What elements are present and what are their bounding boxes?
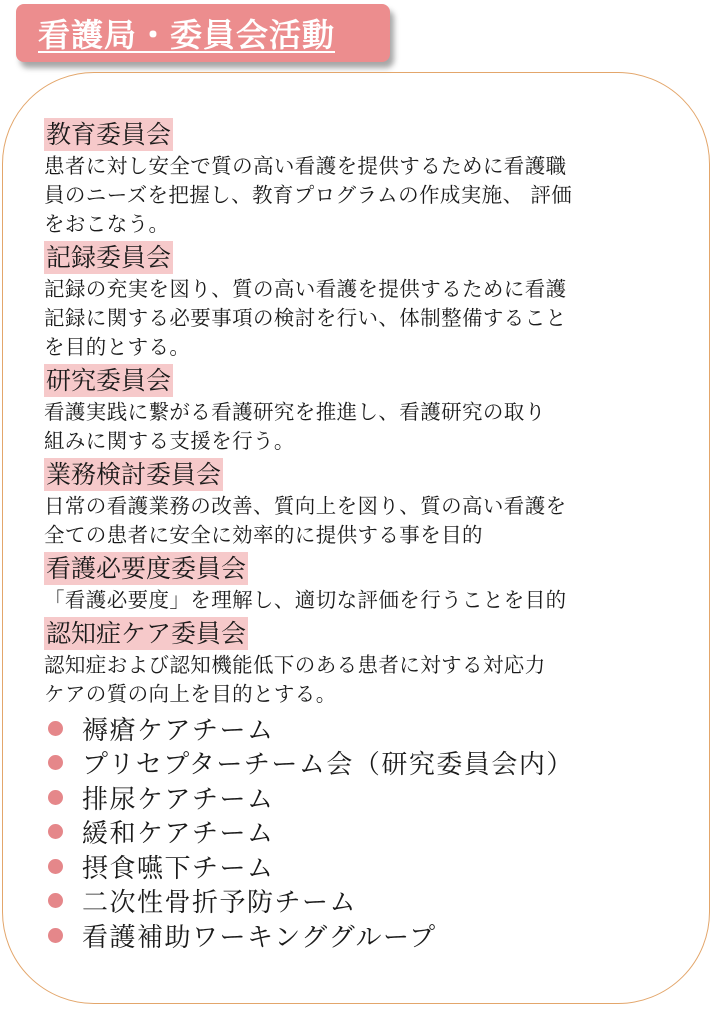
description-line: 患者に対し安全で質の高い看護を提供するために看護職 (44, 154, 567, 178)
committee-name: 認知症ケア委員会 (46, 619, 247, 648)
description-line: 全ての患者に安全に効率的に提供する事を目的 (44, 523, 483, 547)
bullet-dot-icon (48, 755, 63, 770)
team-list (44, 711, 684, 953)
bullet-dot-icon (48, 928, 63, 943)
description-line: 組みに関する支援を行う。 (44, 429, 295, 453)
committee-description (44, 492, 684, 550)
description-line: 「看護必要度」を理解し、適切な評価を行うことを目的 (44, 588, 567, 612)
committee-name: 教育委員会 (46, 120, 172, 149)
team-label: 摂食嚥下チーム (82, 853, 275, 884)
committee-description (44, 651, 684, 709)
list-item (44, 918, 684, 953)
committee-nursing-need (44, 552, 684, 615)
bullet-dot-icon (48, 824, 63, 839)
committee-education (44, 118, 684, 239)
list-item (44, 849, 684, 884)
description-line: 記録の充実を図り、質の高い看護を提供するために看護 (44, 277, 567, 301)
description-line: 認知症および認知機能低下のある患者に対する対応力 (44, 653, 546, 677)
committee-description (44, 586, 684, 615)
committee-records (44, 241, 684, 362)
committee-operations (44, 458, 684, 550)
list-item (44, 884, 684, 919)
list-item (44, 746, 684, 781)
committee-dementia-care (44, 617, 684, 709)
committee-name: 業務検討委員会 (46, 460, 222, 489)
team-label: 褥瘡ケアチーム (82, 715, 275, 746)
description-line: を目的とする。 (44, 335, 191, 359)
committee-name: 看護必要度委員会 (46, 554, 247, 583)
committee-name: 研究委員会 (46, 366, 172, 395)
bullet-dot-icon (48, 859, 63, 874)
description-line: 看護実践に繋がる看護研究を推進し、看護研究の取り (44, 400, 546, 424)
page-title: 看護局・委員会活動 (38, 16, 336, 54)
title-banner (16, 4, 390, 62)
description-line: 記録に関する必要事項の検討を行い、体制整備すること (44, 306, 567, 330)
list-item (44, 780, 684, 815)
list-item (44, 711, 684, 746)
team-label: 緩和ケアチーム (82, 819, 275, 850)
list-item (44, 815, 684, 850)
committee-description (44, 152, 684, 239)
bullet-dot-icon (48, 790, 63, 805)
content-area (44, 118, 684, 953)
description-line: をおこなう。 (44, 212, 170, 236)
description-line: ケアの質の向上を目的とする。 (44, 682, 337, 706)
committee-description (44, 398, 684, 456)
team-label: プリセプターチーム会（研究委員会内） (82, 750, 574, 781)
description-line: 日常の看護業務の改善、質向上を図り、質の高い看護を (44, 494, 567, 518)
committee-description (44, 275, 684, 362)
committee-name: 記録委員会 (46, 243, 172, 272)
bullet-dot-icon (48, 721, 63, 736)
description-line: 員のニーズを把握し、教育プログラムの作成実施、 評価 (44, 183, 573, 207)
team-label: 二次性骨折予防チーム (82, 888, 358, 919)
bullet-dot-icon (48, 893, 63, 908)
team-label: 排尿ケアチーム (82, 784, 275, 815)
team-label: 看護補助ワーキンググループ (82, 922, 437, 953)
committee-research (44, 364, 684, 456)
